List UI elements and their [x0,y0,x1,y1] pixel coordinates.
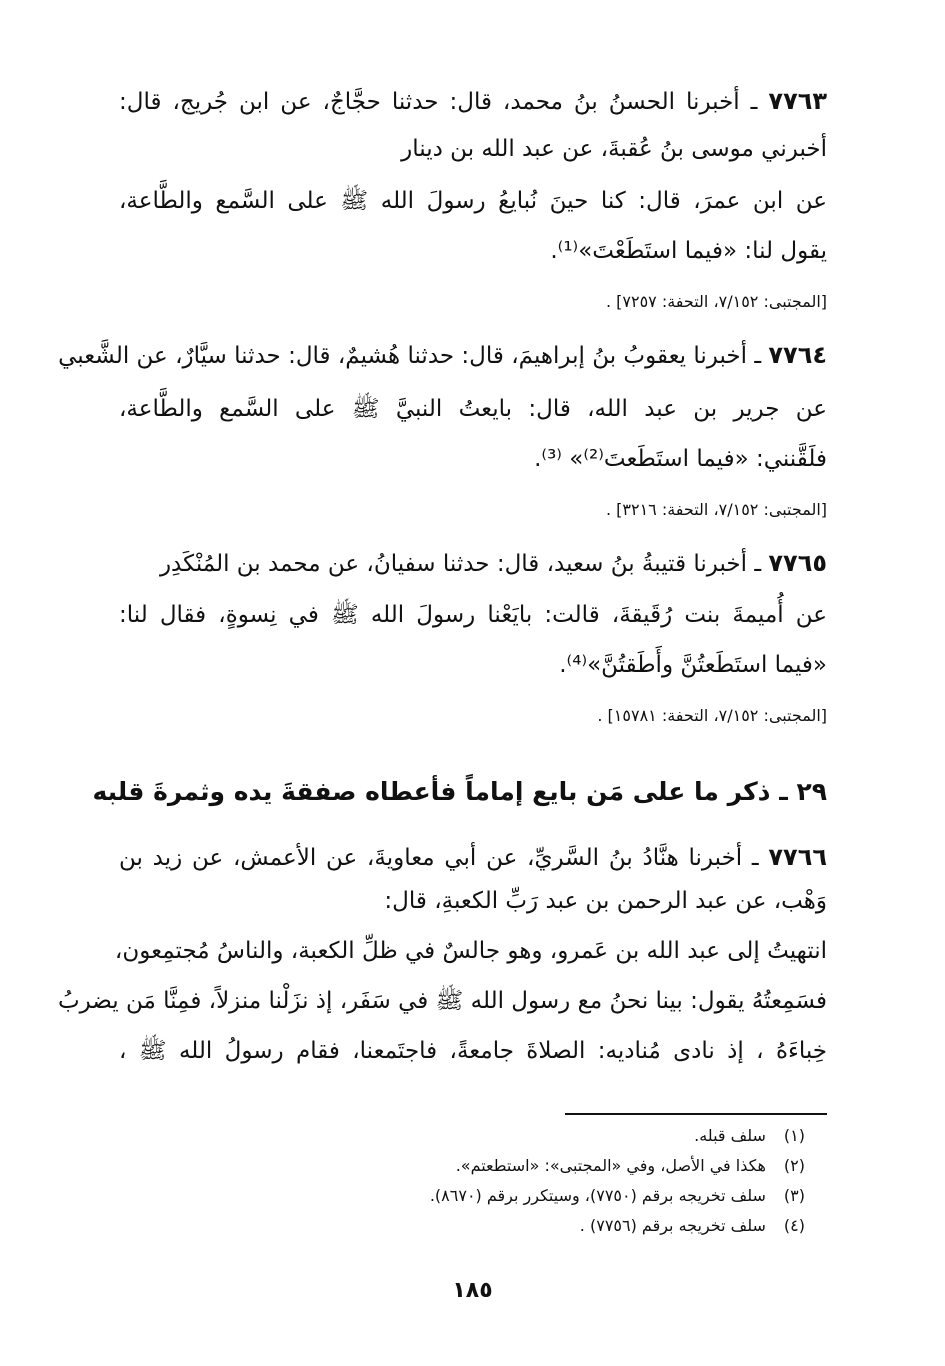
hadith-7765-line-3: «فيما استَطَعتُنَّ وأَطَقتُنَّ»⁽⁴⁾. [559,652,827,678]
hadith-7766-line-1 [119,840,827,875]
hadith-7763-line-1 [119,84,827,119]
hadith-text: ـ أخبرنا يعقوبُ بنُ إبراهيمَ، قال: حدثنا هُشيمٌ، قال: حدثنا سيَّارٌ، عن الشَّعبي [58,343,762,369]
hadith-7764-line-2: عن جرير بن عبد الله، قال: بايعتُ النبيَّ ﷺ على السَّمع والطَّاعة، [119,396,827,422]
chapter-heading: ٢٩ ـ ذكر ما على مَن بايع إماماً فأعطاه صفقةَ يده وثمرةَ قلبه [92,777,827,806]
footnote-1 [125,1124,805,1148]
hadith-text: ـ أخبرنا قتيبةُ بنُ سعيد، قال: حدثنا سفيانُ، عن محمد بن المُنْكَدِر [159,551,762,577]
hadith-7763-line-4: يقول لنا: «فيما استَطَعْتَ»⁽¹⁾. [550,238,827,264]
footnote-number: (٣) [783,1186,805,1205]
hadith-7764-line-1 [58,338,827,373]
footnote-text: سلف قبله. [694,1126,766,1145]
hadith-7764-line-3: فلَقَّنني: «فيما استَطَعتَ⁽²⁾» ⁽³⁾. [534,446,827,472]
hadith-7766-line-2: وَهْب، عن عبد الرحمن بن عبد رَبِّ الكعبةِ، قال: [384,888,827,914]
footnote-3 [125,1184,805,1208]
hadith-7765-reference: [المجتبى: ٧/١٥٢، التحفة: ١٥٧٨١] . [597,706,827,725]
hadith-number: ٧٧٦٥ [768,549,827,577]
hadith-text: ـ أخبرنا الحسنُ بنُ محمد، قال: حدثنا حجَّاجٌ، عن ابن جُريج، قال: [119,89,758,115]
footnote-text: سلف تخريجه برقم (٧٧٥٠)، وسيتكرر برقم (٨٦٧٠). [429,1186,766,1205]
footnote-text: هكذا في الأصل، وفي «المجتبى»: «استطعتم». [455,1156,766,1175]
hadith-7766-line-5: خِباءَهُ ، إذ نادى مُناديه: الصلاةَ جامعةً، فاجتَمعنا، فقام رسولُ الله ﷺ ، [119,1038,827,1064]
hadith-7766-line-3: انتهيتُ إلى عبد الله بن عَمرو، وهو جالسٌ في ظلِّ الكعبة، والناسُ مُجتمِعون، [114,938,827,964]
hadith-number: ٧٧٦٦ [768,843,827,871]
hadith-7763-reference: [المجتبى: ٧/١٥٢، التحفة: ٧٢٥٧] . [605,292,827,311]
footnote-text: سلف تخريجه برقم (٧٧٥٦) . [579,1216,766,1235]
footnote-divider [565,1113,827,1115]
hadith-number: ٧٧٦٣ [768,87,828,115]
footnote-4 [125,1214,805,1238]
hadith-7763-line-3: عن ابن عمرَ، قال: كنا حينَ نُبايعُ رسولَ الله ﷺ على السَّمع والطَّاعة، [119,188,827,214]
footnote-2 [125,1154,805,1178]
hadith-7764-reference: [المجتبى: ٧/١٥٢، التحفة: ٣٢١٦] . [605,500,827,519]
footnote-number: (٤) [783,1216,805,1235]
page-number: ١٨٥ [452,1278,493,1303]
hadith-text: ـ أخبرنا هنَّادُ بنُ السَّريِّ، عن أبي معاويةَ، عن الأعمش، عن زيد بن [119,845,759,871]
footnote-number: (٢) [783,1156,805,1175]
hadith-7766-line-4: فسَمِعتُهُ يقول: بينا نحنُ مع رسول الله ﷺ في سَفَر، إذ نزَلْنا منزلاً، فمِنَّا مَن يضربُ [57,988,827,1014]
hadith-7763-line-2: أخبرني موسى بنُ عُقبةَ، عن عبد الله بن دينار [401,136,827,162]
hadith-7765-line-2: عن أُميمةَ بنت رُقَيقةَ، قالت: بايَعْنا رسولَ الله ﷺ في نِسوةٍ، فقال لنا: [119,602,827,628]
hadith-7765-line-1 [119,546,827,581]
hadith-number: ٧٧٦٤ [768,341,827,369]
footnote-number: (١) [783,1126,805,1145]
